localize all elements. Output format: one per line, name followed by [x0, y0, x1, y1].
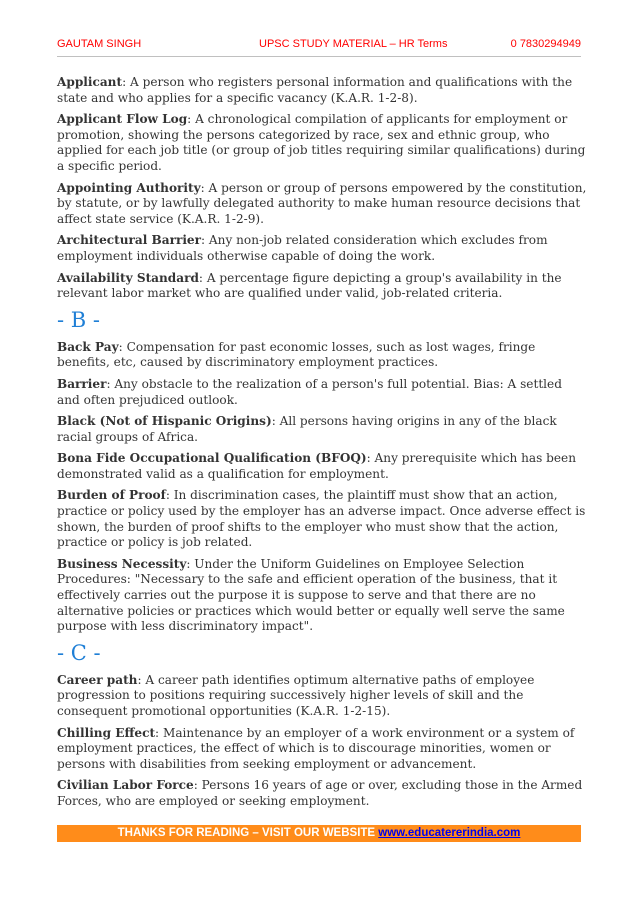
- glossary-entry-burden-of-proof: [57, 488, 587, 550]
- definition: : Any prerequisite which has been demonstrated valid as a qualification for employment.: [57, 451, 577, 481]
- glossary-entry-black: [57, 414, 587, 445]
- glossary-entry-chilling-effect: [57, 726, 587, 773]
- page-header: [57, 38, 581, 54]
- glossary-entry-applicant: [57, 75, 587, 106]
- section-heading-c: - C -: [57, 640, 101, 665]
- term: Career path: [57, 672, 138, 687]
- footer-text: THANKS FOR READING – VISIT OUR WEBSITE: [117, 827, 379, 839]
- term: Appointing Authority: [57, 180, 201, 195]
- header-title: UPSC STUDY MATERIAL – HR Terms: [259, 38, 448, 50]
- term: Availability Standard: [57, 270, 199, 285]
- header-author: GAUTAM SINGH: [57, 38, 142, 50]
- term: Back Pay: [57, 339, 119, 354]
- glossary-content: [57, 75, 587, 816]
- definition: : Any non-job related consideration which excludes from employment individuals otherwise capable of doing the work.: [57, 233, 548, 263]
- term: Bona Fide Occupational Qualification (BFOQ): [57, 451, 367, 466]
- glossary-entry-applicant-flow-log: [57, 112, 587, 174]
- header-phone: 0 7830294949: [510, 38, 581, 50]
- definition: : Under the Uniform Guidelines on Employee Selection Procedures: "Necessary to the safe and efficient operation of the business, that it effectively carries out the purpose it is suppose to serve and that there are no alternative policies or practices which would better or equally well serve the same purpose with less discriminatory impact".: [57, 556, 565, 634]
- definition: : A percentage figure depicting a group's availability in the relevant labor market who are qualified under valid, job-related criteria.: [57, 270, 562, 301]
- term: Applicant: [57, 75, 123, 89]
- definition: : Persons 16 years of age or over, excluding those in the Armed Forces, who are employed or seeking employment.: [57, 778, 583, 808]
- definition: : A chronological compilation of applicants for employment or promotion, showing the persons categorized by race, sex and ethnic group, who applied for each job title (or group of job titles requiring similar qualifications) during a specific period.: [57, 112, 586, 173]
- term: Chilling Effect: [57, 725, 156, 740]
- glossary-entry-appointing-authority: [57, 181, 587, 228]
- footer-banner: [57, 825, 581, 842]
- glossary-entry-business-necessity: [57, 557, 587, 635]
- term: Architectural Barrier: [57, 233, 202, 248]
- glossary-entry-availability-standard: [57, 271, 587, 302]
- header-divider: [57, 56, 581, 57]
- section-heading-b: - B -: [57, 307, 100, 332]
- definition: : A person or group of persons empowered by the constitution, by statute, or by lawfully delegated authority to make human resource decisions that affect state service (K.A.R. 1-2-9).: [57, 180, 587, 226]
- term: Barrier: [57, 376, 107, 391]
- definition: : A career path identifies optimum alternative paths of employee progression to positions requiring successively higher levels of skill and the consequent promotional opportunities (K.A.R. 1-2-15).: [57, 672, 535, 718]
- definition: : In discrimination cases, the plaintiff must show that an action, practice or policy used by the employer has an adverse impact. Once adverse effect is shown, the burden of proof shifts to the employer who must show that the action, practice or policy is job related.: [57, 488, 586, 550]
- term: Applicant Flow Log: [57, 112, 188, 127]
- definition: : Any obstacle to the realization of a person's full potential. Bias: A settled and often prejudiced outlook.: [57, 376, 562, 407]
- term: Civilian Labor Force: [57, 778, 194, 793]
- glossary-entry-bfoq: [57, 451, 587, 482]
- term: Black (Not of Hispanic Origins): [57, 414, 272, 429]
- glossary-entry-architectural-barrier: [57, 233, 587, 264]
- term: Business Necessity: [57, 556, 187, 571]
- glossary-entry-barrier: [57, 377, 587, 408]
- glossary-entry-civilian-labor-force: [57, 778, 587, 809]
- glossary-entry-back-pay: [57, 340, 587, 371]
- definition: : A person who registers personal information and qualifications with the state and who applies for a specific vacancy (K.A.R. 1-2-8).: [57, 75, 573, 105]
- term: Burden of Proof: [57, 488, 166, 503]
- glossary-entry-career-path: [57, 673, 587, 720]
- definition: : Maintenance by an employer of a work environment or a system of employment practices, the effect of which is to discourage minorities, women or persons with disabilities from seeking employment or advancement.: [57, 725, 575, 771]
- definition: : Compensation for past economic losses, such as lost wages, fringe benefits, etc, caused by discriminatory employment practices.: [57, 339, 536, 370]
- website-link[interactable]: www.educatererindia.com: [378, 827, 521, 839]
- definition: : All persons having origins in any of the black racial groups of Africa.: [57, 414, 557, 444]
